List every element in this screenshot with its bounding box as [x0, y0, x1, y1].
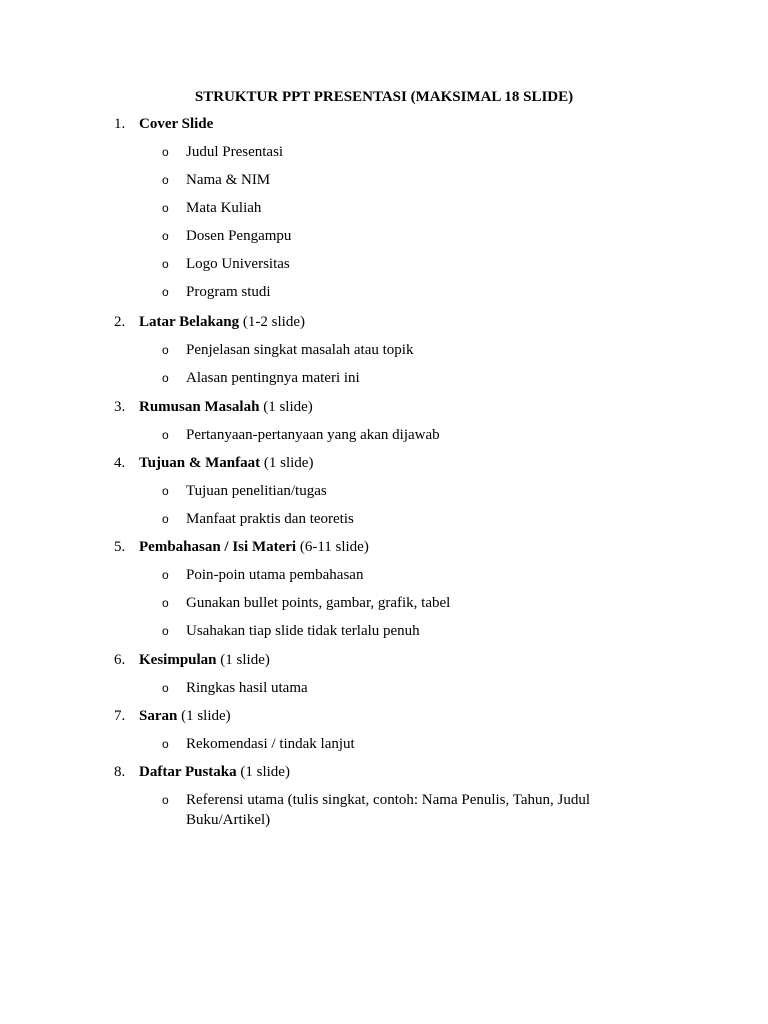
- section-title-line: [139, 453, 313, 473]
- section-title: Latar Belakang: [139, 314, 240, 330]
- bullet-list: [0, 678, 768, 698]
- circle-bullet-icon: o: [162, 343, 169, 357]
- list-item: [0, 254, 768, 274]
- section-1: [0, 114, 768, 302]
- section-title-line: [139, 650, 270, 670]
- section-title-line: [139, 762, 290, 782]
- section-4: [0, 453, 768, 529]
- section-number: 3.: [114, 399, 126, 415]
- list-item: [0, 340, 768, 360]
- list-item: [0, 790, 768, 830]
- section-slide-count: (1 slide): [259, 399, 313, 415]
- list-item-text: Referensi utama (tulis singkat, contoh: Nama Penulis, Tahun, Judul Buku/Artikel): [186, 792, 591, 828]
- circle-bullet-icon: o: [162, 624, 169, 638]
- section-title-line: [139, 114, 213, 134]
- section-slide-count: (1-2 slide): [239, 314, 305, 330]
- circle-bullet-icon: o: [162, 229, 169, 243]
- section-number: 1.: [114, 116, 126, 132]
- bullet-list: [0, 481, 768, 529]
- circle-bullet-icon: o: [162, 484, 169, 498]
- section-slide-count: (1 slide): [177, 708, 231, 724]
- list-item-text: Penjelasan singkat masalah atau topik: [186, 342, 414, 358]
- circle-bullet-icon: o: [162, 145, 169, 159]
- list-item-text: Alasan pentingnya materi ini: [186, 370, 360, 386]
- list-item: [0, 678, 768, 698]
- section-8: [0, 762, 768, 830]
- section-slide-count: (1 slide): [216, 652, 270, 668]
- list-item: [0, 226, 768, 246]
- section-heading: [0, 397, 768, 417]
- list-item-text: Judul Presentasi: [186, 144, 284, 160]
- section-title: Rumusan Masalah: [139, 399, 260, 415]
- list-item-text: Logo Universitas: [186, 256, 290, 272]
- circle-bullet-icon: o: [162, 201, 169, 215]
- circle-bullet-icon: o: [162, 257, 169, 271]
- bullet-list: [0, 790, 768, 830]
- section-heading: [0, 537, 768, 557]
- section-heading: [0, 706, 768, 726]
- section-slide-count: (6-11 slide): [296, 539, 369, 555]
- section-title-line: [139, 706, 231, 726]
- bullet-list: [0, 340, 768, 388]
- section-2: [0, 312, 768, 388]
- list-item-text: Usahakan tiap slide tidak terlalu penuh: [186, 623, 420, 639]
- section-title: Saran: [139, 708, 178, 724]
- circle-bullet-icon: o: [162, 285, 169, 299]
- list-item: [0, 142, 768, 162]
- document-title: STRUKTUR PPT PRESENTASI (MAKSIMAL 18 SLIDE): [194, 89, 574, 105]
- bullet-list: [0, 734, 768, 754]
- section-slide-count: (1 slide): [260, 455, 314, 471]
- section-title: Cover Slide: [139, 116, 214, 132]
- list-item-text: Program studi: [186, 284, 271, 300]
- circle-bullet-icon: o: [162, 568, 169, 582]
- list-item: [0, 481, 768, 501]
- list-item-text: Rekomendasi / tindak lanjut: [186, 736, 355, 752]
- circle-bullet-icon: o: [162, 793, 169, 807]
- section-3: [0, 397, 768, 445]
- section-heading: [0, 762, 768, 782]
- section-number: 6.: [114, 652, 126, 668]
- circle-bullet-icon: o: [162, 681, 169, 695]
- list-item-text: Dosen Pengampu: [186, 228, 292, 244]
- list-item: [0, 734, 768, 754]
- list-item-text: Tujuan penelitian/tugas: [186, 483, 327, 499]
- section-5: [0, 537, 768, 641]
- section-6: [0, 650, 768, 698]
- list-item-text: Manfaat praktis dan teoretis: [186, 511, 354, 527]
- section-title: Pembahasan / Isi Materi: [139, 539, 297, 555]
- bullet-list: [0, 142, 768, 302]
- circle-bullet-icon: o: [162, 737, 169, 751]
- section-7: [0, 706, 768, 754]
- list-item-text: Mata Kuliah: [186, 200, 262, 216]
- section-title: Daftar Pustaka: [139, 764, 237, 780]
- section-title: Kesimpulan: [139, 652, 217, 668]
- section-title-line: [139, 537, 369, 557]
- list-item: [0, 170, 768, 190]
- section-number: 7.: [114, 708, 126, 724]
- list-item-text: Poin-poin utama pembahasan: [186, 567, 364, 583]
- list-item: [0, 368, 768, 388]
- list-item: [0, 282, 768, 302]
- list-item-text: Gunakan bullet points, gambar, grafik, tabel: [186, 595, 451, 611]
- list-item-text: Nama & NIM: [186, 172, 271, 188]
- section-title-line: [139, 312, 305, 332]
- list-item: [0, 509, 768, 529]
- section-number: 4.: [114, 455, 126, 471]
- list-item: [0, 621, 768, 641]
- section-number: 2.: [114, 314, 126, 330]
- circle-bullet-icon: o: [162, 512, 169, 526]
- list-item-text: Pertanyaan-pertanyaan yang akan dijawab: [186, 427, 440, 443]
- section-title-line: [139, 397, 313, 417]
- list-item-text: Ringkas hasil utama: [186, 680, 308, 696]
- bullet-list: [0, 565, 768, 641]
- section-number: 8.: [114, 764, 126, 780]
- section-heading: [0, 312, 768, 332]
- circle-bullet-icon: o: [162, 173, 169, 187]
- list-item: [0, 425, 768, 445]
- section-heading: [0, 114, 768, 134]
- section-slide-count: (1 slide): [236, 764, 290, 780]
- bullet-list: [0, 425, 768, 445]
- section-number: 5.: [114, 539, 126, 555]
- section-heading: [0, 650, 768, 670]
- circle-bullet-icon: o: [162, 428, 169, 442]
- list-item: [0, 593, 768, 613]
- section-heading: [0, 453, 768, 473]
- circle-bullet-icon: o: [162, 596, 169, 610]
- list-item: [0, 565, 768, 585]
- list-item: [0, 198, 768, 218]
- section-title: Tujuan & Manfaat: [139, 455, 261, 471]
- circle-bullet-icon: o: [162, 371, 169, 385]
